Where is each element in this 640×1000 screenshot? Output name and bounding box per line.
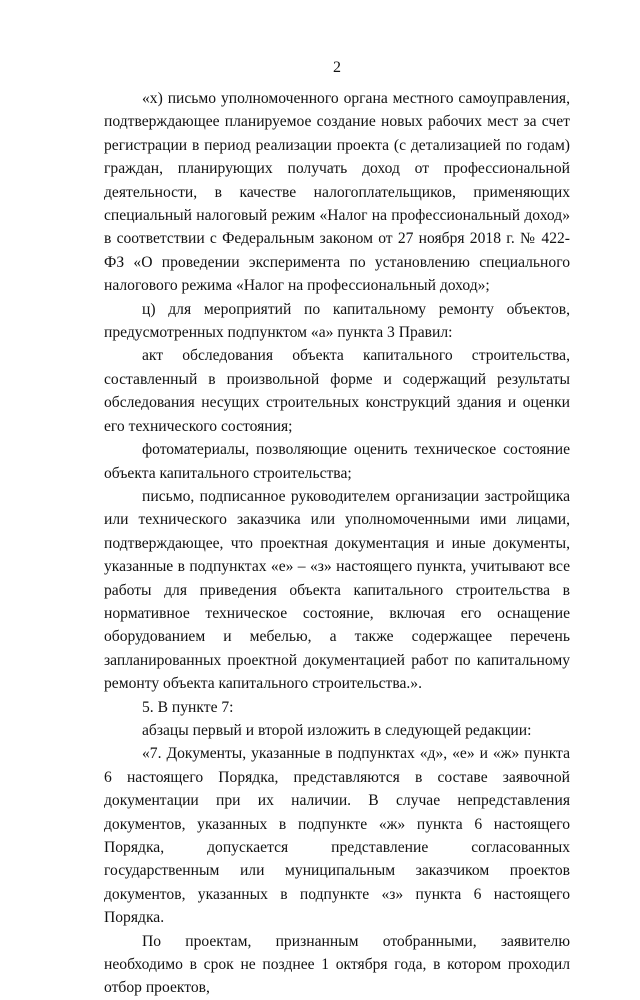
paragraph-subitem-ts: ц) для мероприятий по капитальному ремонту объектов, предусмотренных подпунктом «а» пункта 3 Правил: <box>104 300 570 342</box>
document-body <box>104 87 570 1000</box>
page-number: 2 <box>333 59 341 76</box>
paragraph-photo-materials: фотоматериалы, позволяющие оценить техническое состояние объекта капитального строительства; <box>104 441 570 482</box>
paragraph-subitem-x: «х) письмо уполномоченного органа местного самоуправления, подтверждающее планируемое создание новых рабочих мест за счет регистрации в период реализации проекта (с детализацией по годам) граждан, планирующих получать доход от профессиональной деятельности, в качестве налогоплательщиков, применяющих специальный налоговый режим «Налог на профессиональный доход» в соответствии с Федеральным законом от 27 ноября 2018 г. № 422-ФЗ «О проведении эксперимента по установлению специального налогового режима «Налог на профессиональный доход»; <box>104 90 570 295</box>
paragraph-clause-5: 5. В пункте 7: <box>142 698 234 716</box>
paragraph-clause-7: «7. Документы, указанные в подпунктах «д», «е» и «ж» пункта 6 настоящего Порядка, представляются в составе заявочной документации при их наличии. В случае непредставления документов, указанных в подпункте «ж» пункта 6 настоящего Порядка, допускается представление согласованных государственным или муниципальным заказчиком проектов документов, указанных в подпункте «з» пункта 6 настоящего Порядка. <box>104 745 570 927</box>
paragraph-developer-letter: письмо, подписанное руководителем организации застройщика или технического заказчика или уполномоченными ими лицами, подтверждающее, что проектная документация и иные документы, указанные в подпунктах «е» – «з» настоящего пункта, учитывают все работы для приведения объекта капитального строительства в нормативное техническое состояние, включая его оснащение оборудованием и мебелью, а также содержащее перечень запланированных проектной документацией работ по капитальному ремонту объекта капитального строительства.». <box>104 487 570 693</box>
paragraph-inspection-act: акт обследования объекта капитального строительства, составленный в произвольной форме и содержащий результаты обследования несущих строительных конструкций здания и оценки его технического состояния; <box>104 347 570 435</box>
paragraph-amend-instruction: абзацы первый и второй изложить в следующей редакции: <box>142 721 532 739</box>
paragraph-selected-projects: По проектам, признанным отобранными, заявителю необходимо в срок не позднее 1 октября года, в котором проходил отбор проектов, <box>104 932 570 997</box>
